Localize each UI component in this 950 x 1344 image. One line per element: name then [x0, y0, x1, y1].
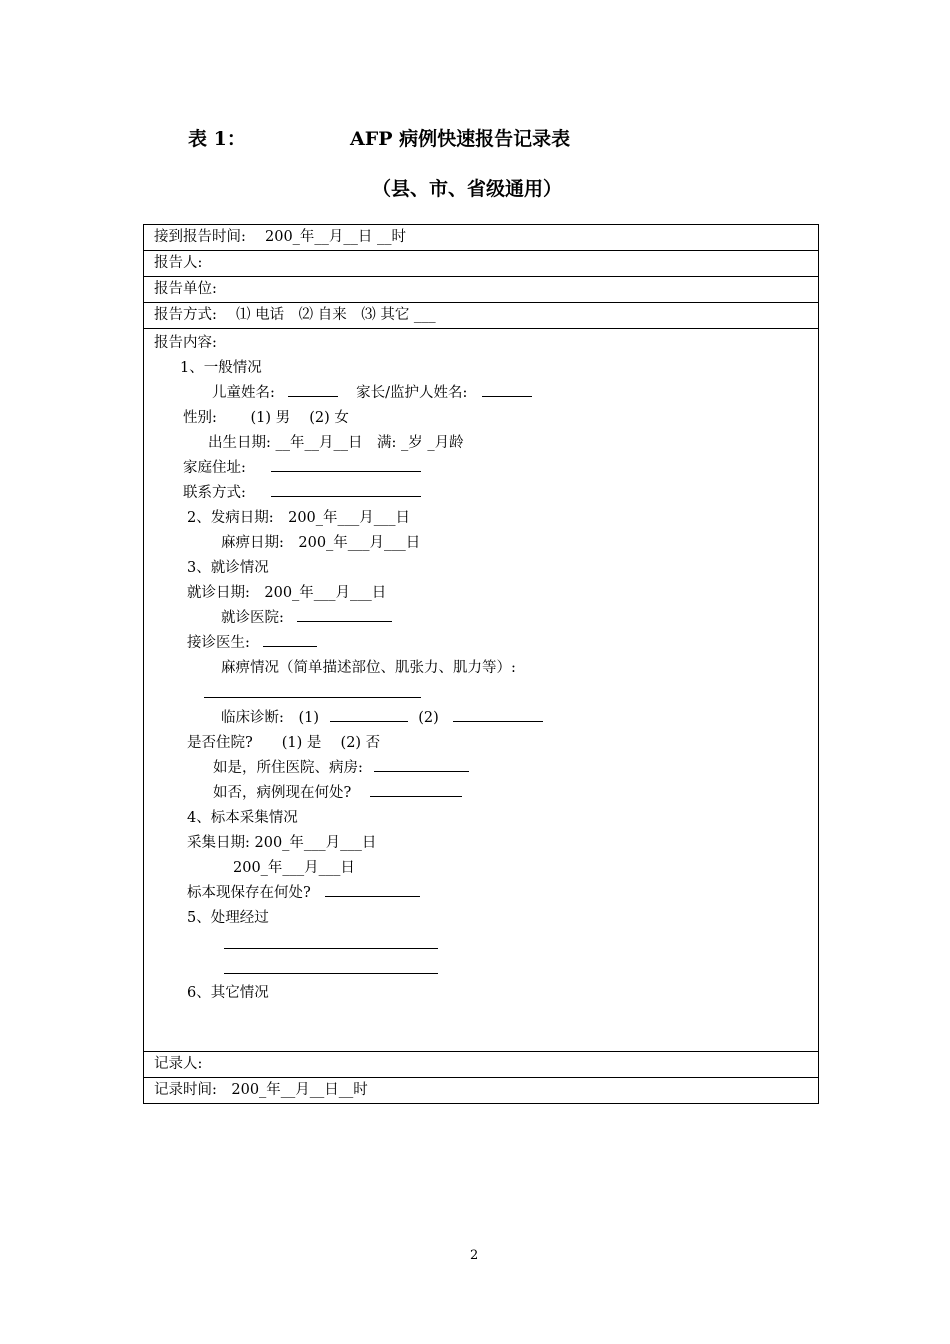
- address-line: [183, 458, 421, 478]
- section-5-title: 5、处理经过: [187, 910, 269, 926]
- sex-line[interactable]: 性别: (1) 男 (2) 女: [183, 410, 349, 426]
- diagnosis-label: 临床诊断:: [221, 710, 284, 726]
- title-row: [0, 124, 950, 152]
- address-label: 家庭住址:: [183, 460, 246, 476]
- receive-time-row[interactable]: 接到报告时间: 200_年__月__日 __时: [144, 225, 819, 251]
- doctor-label: 接诊医生:: [187, 635, 250, 651]
- contact-label: 联系方式:: [183, 485, 246, 501]
- doctor-line: [187, 633, 317, 653]
- record-time-row[interactable]: 记录时间: 200_年__月__日__时: [144, 1078, 819, 1104]
- specimen-location-line: [187, 883, 420, 903]
- diagnosis-2-label: (2): [418, 710, 439, 726]
- child-name-line: [212, 383, 532, 403]
- diagnosis-1-field[interactable]: [330, 708, 408, 722]
- report-form-table: [143, 224, 819, 1104]
- if-no-field[interactable]: [370, 783, 462, 797]
- page-subtitle: （县、市、省级通用）: [372, 178, 563, 200]
- diagnosis-line: [221, 708, 543, 728]
- contact-line: [183, 483, 421, 503]
- visit-hospital-line: [221, 608, 392, 628]
- paralysis-desc-field[interactable]: [204, 697, 421, 698]
- birth-date-line[interactable]: 出生日期: __年__月__日 满: _岁 _月龄: [208, 435, 464, 451]
- process-field-1[interactable]: [224, 948, 438, 949]
- report-method-row[interactable]: 报告方式: ⑴ 电话 ⑵ 自来 ⑶ 其它 ___: [144, 303, 819, 329]
- guardian-name-field[interactable]: [482, 383, 532, 397]
- collect-date-line[interactable]: 采集日期: 200_年___月___日: [187, 835, 377, 851]
- if-no-label: 如否，病例现在何处?: [213, 785, 352, 801]
- page-number: 2: [470, 1248, 479, 1263]
- visit-hospital-field[interactable]: [297, 608, 392, 622]
- diagnosis-2-field[interactable]: [453, 708, 543, 722]
- child-name-label: 儿童姓名:: [212, 385, 275, 401]
- if-no-line: [213, 783, 462, 803]
- page-title: AFP 病例快速报告记录表: [350, 128, 571, 150]
- paralysis-desc-label: 麻痹情况（简单描述部位、肌张力、肌力等）:: [221, 660, 516, 676]
- content-heading: 报告内容:: [154, 335, 217, 351]
- collect-date-2-line[interactable]: 200_年___月___日: [233, 860, 355, 876]
- visit-hospital-label: 就诊医院:: [221, 610, 284, 626]
- specimen-location-label: 标本现保存在何处?: [187, 885, 311, 901]
- if-yes-field[interactable]: [374, 758, 469, 772]
- section-1-title: 1、一般情况: [180, 360, 262, 376]
- reporter-row[interactable]: 报告人:: [144, 251, 819, 277]
- doctor-field[interactable]: [263, 633, 317, 647]
- contact-field[interactable]: [271, 483, 421, 497]
- report-unit-row[interactable]: 报告单位:: [144, 277, 819, 303]
- report-content-cell: [144, 329, 819, 1052]
- process-field-2[interactable]: [224, 973, 438, 974]
- diagnosis-1-label: (1): [298, 710, 320, 726]
- visit-date-line[interactable]: 就诊日期: 200_年___月___日: [187, 585, 387, 601]
- if-yes-line: [213, 758, 469, 778]
- child-name-field[interactable]: [288, 383, 338, 397]
- address-field[interactable]: [271, 458, 421, 472]
- paralysis-date-line[interactable]: 麻痹日期: 200_年___月___日: [221, 535, 421, 551]
- onset-date-line[interactable]: 2、发病日期: 200_年___月___日: [187, 510, 411, 526]
- section-3-title: 3、就诊情况: [187, 560, 269, 576]
- if-yes-label: 如是，所住医院、病房:: [213, 760, 363, 776]
- section-6-title: 6、其它情况: [187, 985, 269, 1001]
- hospitalized-line[interactable]: 是否住院? (1) 是 (2) 否: [187, 735, 381, 751]
- table-label: 表 1：: [188, 128, 246, 150]
- guardian-name-label: 家长/监护人姓名:: [356, 385, 468, 401]
- section-4-title: 4、标本采集情况: [187, 810, 298, 826]
- recorder-row[interactable]: 记录人:: [144, 1052, 819, 1078]
- specimen-location-field[interactable]: [325, 883, 420, 897]
